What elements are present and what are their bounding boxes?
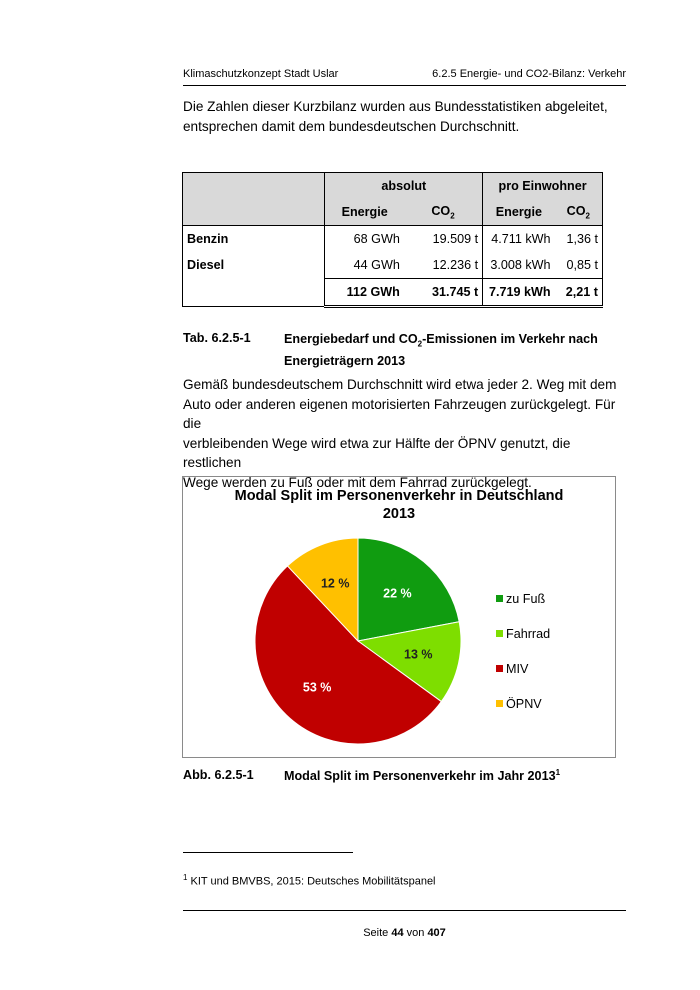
legend-item-2	[496, 662, 528, 676]
page-header	[183, 68, 626, 86]
pie-label-3: 12 %	[320, 576, 350, 591]
footnote-separator	[183, 852, 353, 853]
total-label-empty	[183, 279, 325, 307]
table-header-row-1	[183, 173, 603, 200]
legend-label: MIV	[506, 662, 529, 676]
intro-line-1: Die Zahlen dieser Kurzbilanz wurden aus Bundesstatistiken abgeleitet,	[183, 99, 608, 114]
header-pro-einwohner: pro Einwohner	[483, 173, 603, 200]
col-energie: Energie	[325, 199, 404, 226]
legend-swatch	[496, 595, 503, 602]
legend-item-1	[496, 627, 550, 641]
cell-ew-co2: 0,85 t	[555, 252, 603, 279]
body-paragraph	[183, 375, 628, 492]
table-caption-number: Tab. 6.2.5-1	[183, 331, 251, 345]
legend-swatch	[496, 630, 503, 637]
col-ew-energie: Energie	[483, 199, 555, 226]
pie-label-1: 13 %	[404, 647, 433, 662]
legend-item-3	[496, 697, 542, 711]
legend-item-0	[496, 592, 545, 606]
intro-line-2: entsprechen damit dem bundesdeutschen Durchschnitt.	[183, 118, 520, 134]
col-co2: $CO_2$	[404, 199, 483, 226]
chart-title: Modal Split im Personenverkehr in Deutschland 2013	[234, 488, 564, 522]
page-footer: Seite 44 von 407	[363, 927, 446, 939]
body-line-4: Wege werden zu Fuß oder mit dem Fahrrad zurückgelegt.	[183, 474, 532, 490]
energy-table	[182, 172, 603, 308]
col-ew-co2: $CO_2$	[555, 199, 603, 226]
cell-ew-energie: 4.711 kWh	[483, 226, 555, 253]
pie-label-0: 22 %	[383, 586, 412, 601]
total-co2: 31.745 t	[404, 279, 483, 307]
modal-split-chart	[182, 476, 616, 758]
footnote: $^1$ KIT und BMVBS, 2015: Deutsches Mobilitätspanel	[183, 873, 436, 888]
legend-label: zu Fuß	[506, 592, 546, 606]
table-total-row	[183, 279, 603, 307]
cell-co2: 19.509 t	[432, 232, 479, 246]
cell-ew-energie: 3.008 kWh	[483, 252, 555, 279]
header-left: Klimaschutzkonzept Stadt Uslar	[183, 68, 339, 80]
pie-label-2: 53 %	[302, 680, 332, 695]
table-row	[183, 226, 603, 253]
cell-ew-co2: 1,36 t	[555, 226, 603, 253]
row-label: Benzin	[183, 226, 325, 253]
header-absolut: absolut	[325, 173, 483, 200]
footer-separator	[183, 910, 626, 911]
body-line-2: Auto oder anderen eigenen motorisierten Fahrzeugen zurückgelegt. Für die	[183, 396, 616, 431]
figure-caption-text: Modal Split im Personenverkehr im Jahr 2013$^1$	[284, 768, 561, 784]
header-right: 6.2.5 Energie- und CO2-Bilanz: Verkehr	[432, 68, 626, 80]
legend-swatch	[496, 700, 503, 707]
table-header-empty	[183, 173, 325, 226]
body-line-3: verbleibenden Wege wird etwa zur Hälfte der ÖPNV genutzt, die restlichen	[183, 435, 571, 470]
legend-label: ÖPNV	[506, 697, 542, 711]
legend-swatch	[496, 665, 503, 672]
intro-paragraph	[183, 97, 628, 136]
row-label: Diesel	[183, 252, 325, 279]
body-line-1: Gemäß bundesdeutschem Durchschnitt wird etwa jeder 2. Weg mit dem	[183, 377, 617, 392]
pie-chart	[183, 477, 617, 759]
table-row	[183, 252, 603, 279]
table-caption-text: Energiebedarf und $CO_2$-Emissionen im Verkehr nach Energieträgern 2013	[284, 332, 598, 368]
cell-energie: 68 GWh	[325, 226, 404, 253]
legend-label: Fahrrad	[506, 627, 551, 641]
cell-energie: 44 GWh	[325, 252, 404, 279]
total-ew-co2: 2,21 t	[555, 279, 603, 307]
figure-caption-number: Abb. 6.2.5-1	[183, 768, 254, 782]
total-energie: 112 GWh	[325, 279, 404, 307]
cell-co2: 12.236 t	[432, 258, 479, 272]
total-ew-energie: 7.719 kWh	[483, 279, 555, 307]
